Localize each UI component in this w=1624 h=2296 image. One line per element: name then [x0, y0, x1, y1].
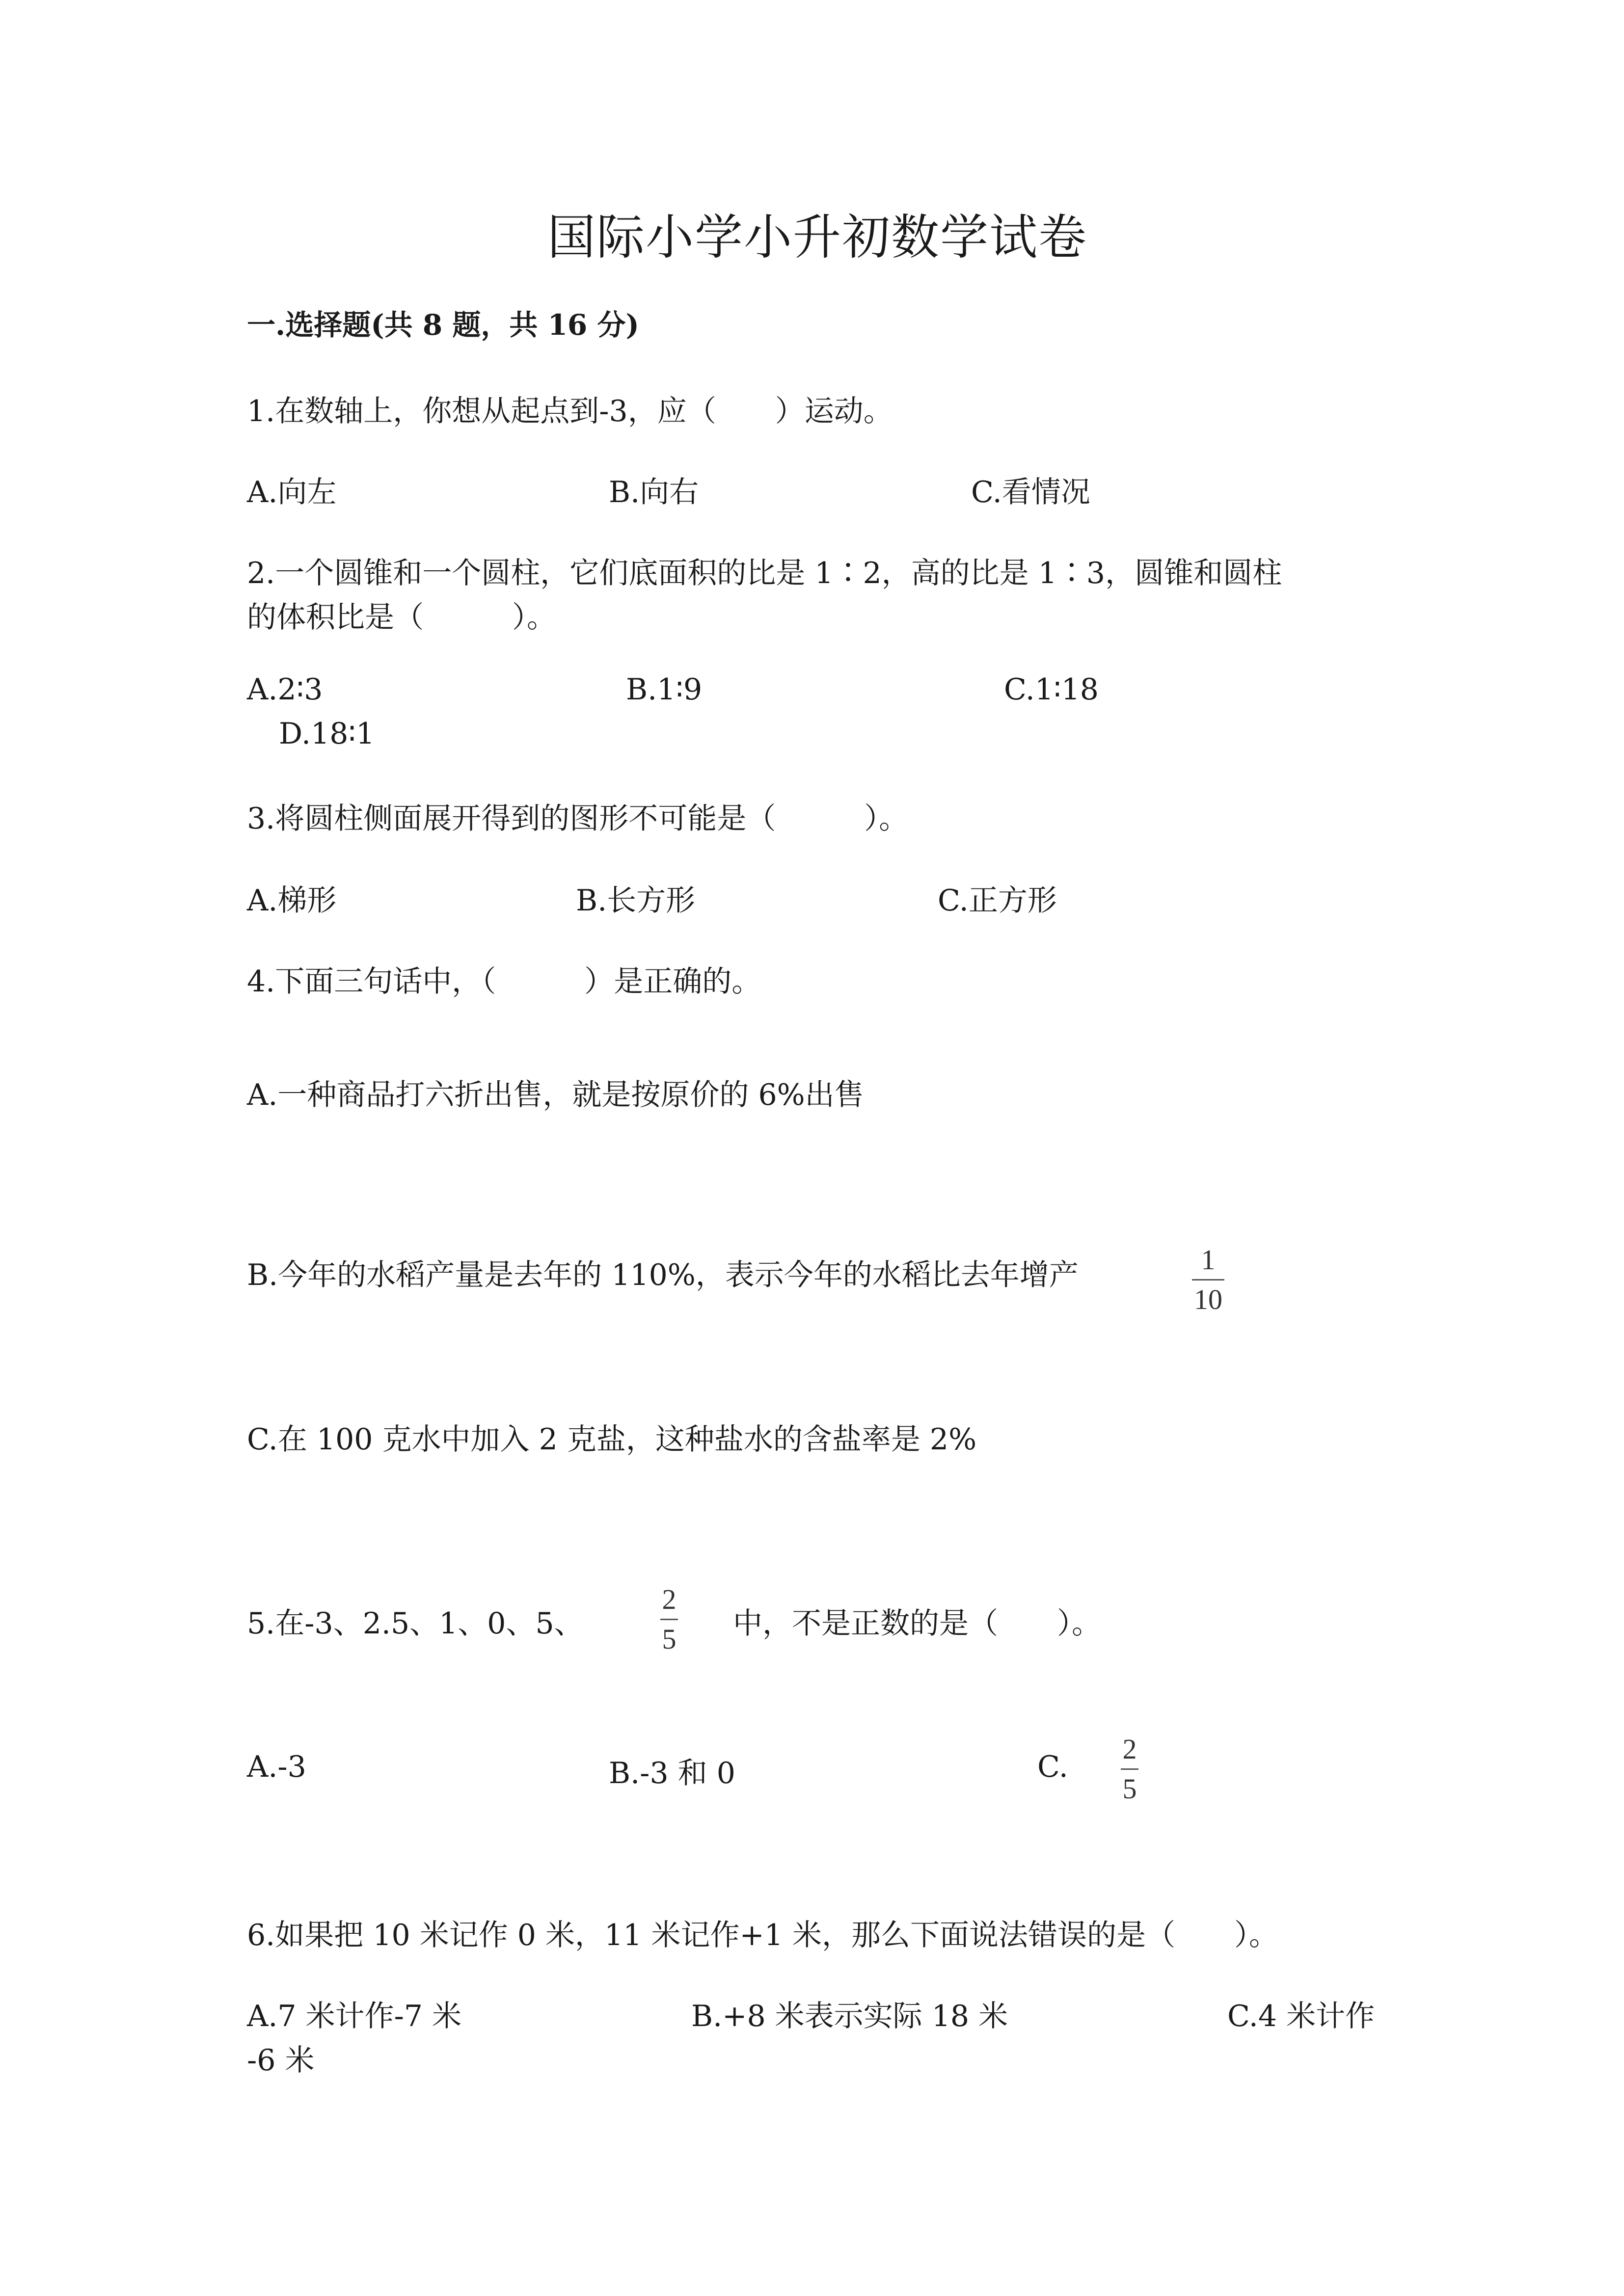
fraction-denominator: 10 [1194, 1283, 1222, 1315]
question-4-option-c: C.在 100 克水中加入 2 克盐，这种盐水的含盐率是 2% [247, 1422, 977, 1457]
question-6-option-a: A.7 米计作-7 米 [247, 1999, 462, 2033]
fraction-denominator: 5 [1122, 1773, 1137, 1805]
question-4-option-b-fraction [1192, 1246, 1224, 1314]
question-2-option-b: B.1∶9 [626, 672, 703, 707]
question-2-option-d: D.18∶1 [279, 717, 375, 751]
question-3-option-c: C.正方形 [938, 883, 1057, 918]
question-2-option-c: C.1∶18 [1004, 672, 1099, 707]
question-5-stem-before: 5.在-3、2.5、1、0、5、 [247, 1606, 584, 1641]
question-4-option-b: B.今年的水稻产量是去年的 110%，表示今年的水稻比去年增产 [247, 1258, 1079, 1292]
question-5-option-c: C. [1037, 1750, 1068, 1784]
question-2-option-a: A.2∶3 [247, 672, 323, 707]
question-6-stem: 6.如果把 10 米记作 0 米，11 米记作+1 米，那么下面说法错误的是（ ）。 [247, 1918, 1278, 1952]
fraction-bar [1121, 1768, 1138, 1770]
question-4-option-a: A.一种商品打六折出售，就是按原价的 6%出售 [247, 1078, 864, 1112]
question-1-option-b: B.向右 [609, 475, 699, 509]
question-5-option-c-fraction [1121, 1735, 1138, 1803]
question-3-option-a: A.梯形 [247, 883, 337, 918]
fraction-bar [1192, 1279, 1224, 1281]
page-title: 国际小学小升初数学试卷 [547, 210, 1088, 266]
question-5-stem-fraction [660, 1585, 678, 1654]
question-6-option-c-line2: -6 米 [247, 2043, 315, 2078]
question-1-stem: 1.在数轴上，你想从起点到-3，应（ ）运动。 [247, 394, 893, 428]
fraction-denominator: 5 [662, 1623, 677, 1655]
question-4-stem: 4.下面三句话中，（ ）是正确的。 [247, 964, 761, 999]
question-2-stem-line2: 的体积比是（ ）。 [247, 600, 556, 635]
question-5-stem-after: 中，不是正数的是（ ）。 [733, 1606, 1101, 1641]
fraction-numerator: 1 [1201, 1244, 1216, 1276]
fraction-numerator: 2 [662, 1583, 677, 1615]
question-5-option-a: A.-3 [247, 1750, 306, 1784]
fraction-numerator: 2 [1122, 1733, 1137, 1765]
question-1-option-c: C.看情况 [971, 475, 1090, 509]
question-1-option-a: A.向左 [247, 475, 337, 509]
question-3-option-b: B.长方形 [576, 883, 696, 918]
question-3-stem: 3.将圆柱侧面展开得到的图形不可能是（ ）。 [247, 801, 909, 836]
section-heading: 一.选择题(共 8 题，共 16 分) [247, 308, 639, 342]
fraction-bar [660, 1619, 678, 1620]
question-6-option-c-line1: C.4 米计作 [1227, 1999, 1375, 2033]
question-2-stem-line1: 2.一个圆锥和一个圆柱，它们底面积的比是 1∶2，高的比是 1∶3，圆锥和圆柱 [247, 556, 1282, 590]
question-6-option-b: B.+8 米表示实际 18 米 [691, 1999, 1008, 2033]
question-5-option-b: B.-3 和 0 [609, 1756, 735, 1790]
